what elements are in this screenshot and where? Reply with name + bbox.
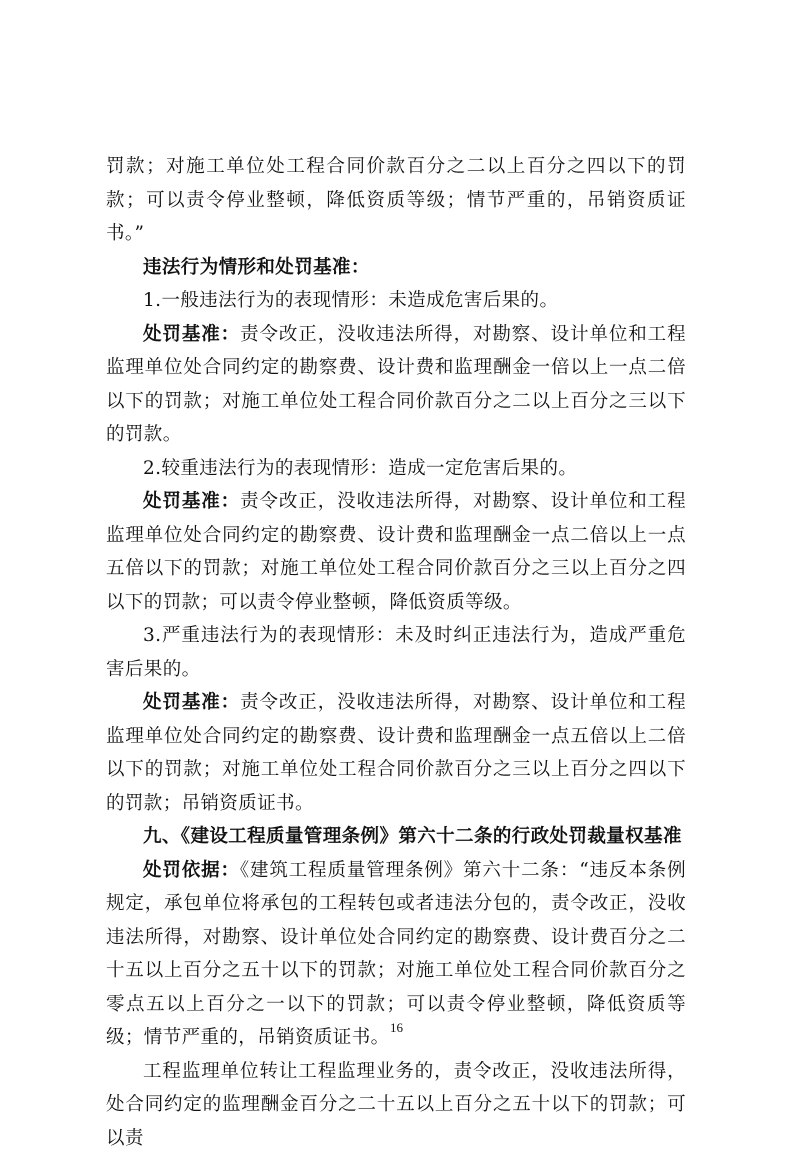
page-number: 16 [0, 1020, 793, 1036]
penalty-text: 责令改正，没收违法所得，对勘察、设计单位和工程监理单位处合同约定的勘察费、设计费和监理酬金一倍以上一点二倍以下的罚款；对施工单位处工程合同价款百分之二以上百分之三以下的罚款。 [106, 324, 686, 446]
paragraph-severe-violation: 3.严重违法行为的表现情形：未及时纠正违法行为，造成严重危害后果的。 [106, 619, 686, 686]
paragraph-supervision-transfer: 工程监理单位转让工程监理业务的，责令改正，没收违法所得，处合同约定的监理酬金百分之二十五以上百分之五十以下的罚款；可以责 [106, 1055, 686, 1155]
penalty-text: 责令改正，没收违法所得，对勘察、设计单位和工程监理单位处合同约定的勘察费、设计费和监理酬金一点二倍以上一点五倍以下的罚款；对施工单位处工程合同价款百分之三以上百分之四以下的罚款；可以责令停业整顿，降低资质等级。 [106, 491, 686, 613]
subheading-violation-circumstances: 违法行为情形和处罚基准： [106, 251, 686, 285]
penalty-text: 责令改正，没收违法所得，对勘察、设计单位和工程监理单位处合同约定的勘察费、设计费和监理酬金一点五倍以上二倍以下的罚款；对施工单位处工程合同价款百分之三以上百分之四以下的罚款；吊销资质证书。 [106, 692, 686, 814]
paragraph-general-violation: 1.一般违法行为的表现情形：未造成危害后果的。 [106, 284, 686, 318]
paragraph-penalty-severe [106, 686, 686, 820]
body-text [106, 150, 686, 1155]
paragraph-penalty-general [106, 318, 686, 452]
basis-text: 《建筑工程质量管理条例》第六十二条：“违反本条例规定，承包单位将承包的工程转包或者违法分包的，责令改正，没收违法所得，对勘察、设计单位处合同约定的勘察费、设计费百分之二十五以上百分之五十以下的罚款；对施工单位处工程合同价款百分之零点五以上百分之一以下的罚款；可以责令停业整顿，降低资质等级；情节严重的，吊销资质证书。 [106, 860, 686, 1049]
paragraph-continued: 罚款；对施工单位处工程合同价款百分之二以上百分之四以下的罚款；可以责令停业整顿，降低资质等级；情节严重的，吊销资质证书。” [106, 150, 686, 251]
paragraph-serious-violation: 2.较重违法行为的表现情形：造成一定危害后果的。 [106, 452, 686, 486]
section-heading: 九、《建设工程质量管理条例》第六十二条的行政处罚裁量权基准 [106, 820, 686, 854]
penalty-label: 处罚基准： [143, 692, 240, 713]
penalty-label: 处罚基准： [143, 324, 240, 345]
paragraph-penalty-serious [106, 485, 686, 619]
basis-label: 处罚依据： [143, 860, 240, 881]
penalty-label: 处罚基准： [143, 491, 240, 512]
